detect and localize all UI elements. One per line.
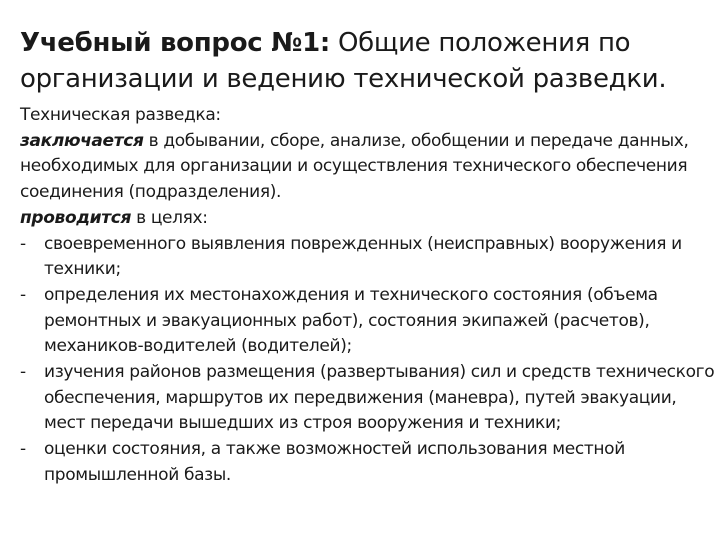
- title-lead: Учебный вопрос №1:: [20, 28, 331, 58]
- list-item: [20, 232, 715, 283]
- conducted-term: проводится: [20, 207, 132, 228]
- intro-line: Техническая разведка:: [20, 105, 221, 125]
- consists-text: в добывании, сборе, анализе, обобщении и передаче данных, необходимых для организации и осуществления технического обеспечения соединения (подразделения).: [20, 130, 689, 203]
- consists-term: заключается: [20, 130, 144, 151]
- list-item-text: своевременного выявления поврежденных (неисправных) вооружения и техники;: [44, 233, 682, 280]
- list-item-text: определения их местонахождения и технического состояния (объема ремонтных и эвакуационных работ), состояния экипажей (расчетов), механиков-водителей (водителей);: [44, 284, 658, 357]
- list-item: [20, 437, 715, 488]
- list-item-text: изучения районов размещения (развертывания) сил и средств технического обеспечения, маршрутов их передвижения (маневра), путей эвакуации, мест передачи вышедших из строя вооружения и техники;: [44, 362, 715, 434]
- list-item: [20, 360, 715, 437]
- list-item: [20, 283, 715, 360]
- title-text: Общие положения по организации и ведению технической разведки.: [20, 28, 667, 94]
- slide-title: [20, 25, 710, 97]
- list-item-text: оценки состояния, а также возможностей использования местной промышленной базы.: [44, 439, 625, 485]
- slide-body: [20, 103, 715, 489]
- bullet-marker: -: [20, 284, 26, 305]
- conducted-paragraph: [20, 206, 715, 232]
- bullet-marker: -: [20, 362, 26, 383]
- goals-list: [20, 232, 715, 489]
- bullet-marker: -: [20, 233, 26, 254]
- consists-paragraph: [20, 129, 715, 206]
- conducted-text: в целях:: [136, 207, 208, 228]
- bullet-marker: -: [20, 439, 26, 460]
